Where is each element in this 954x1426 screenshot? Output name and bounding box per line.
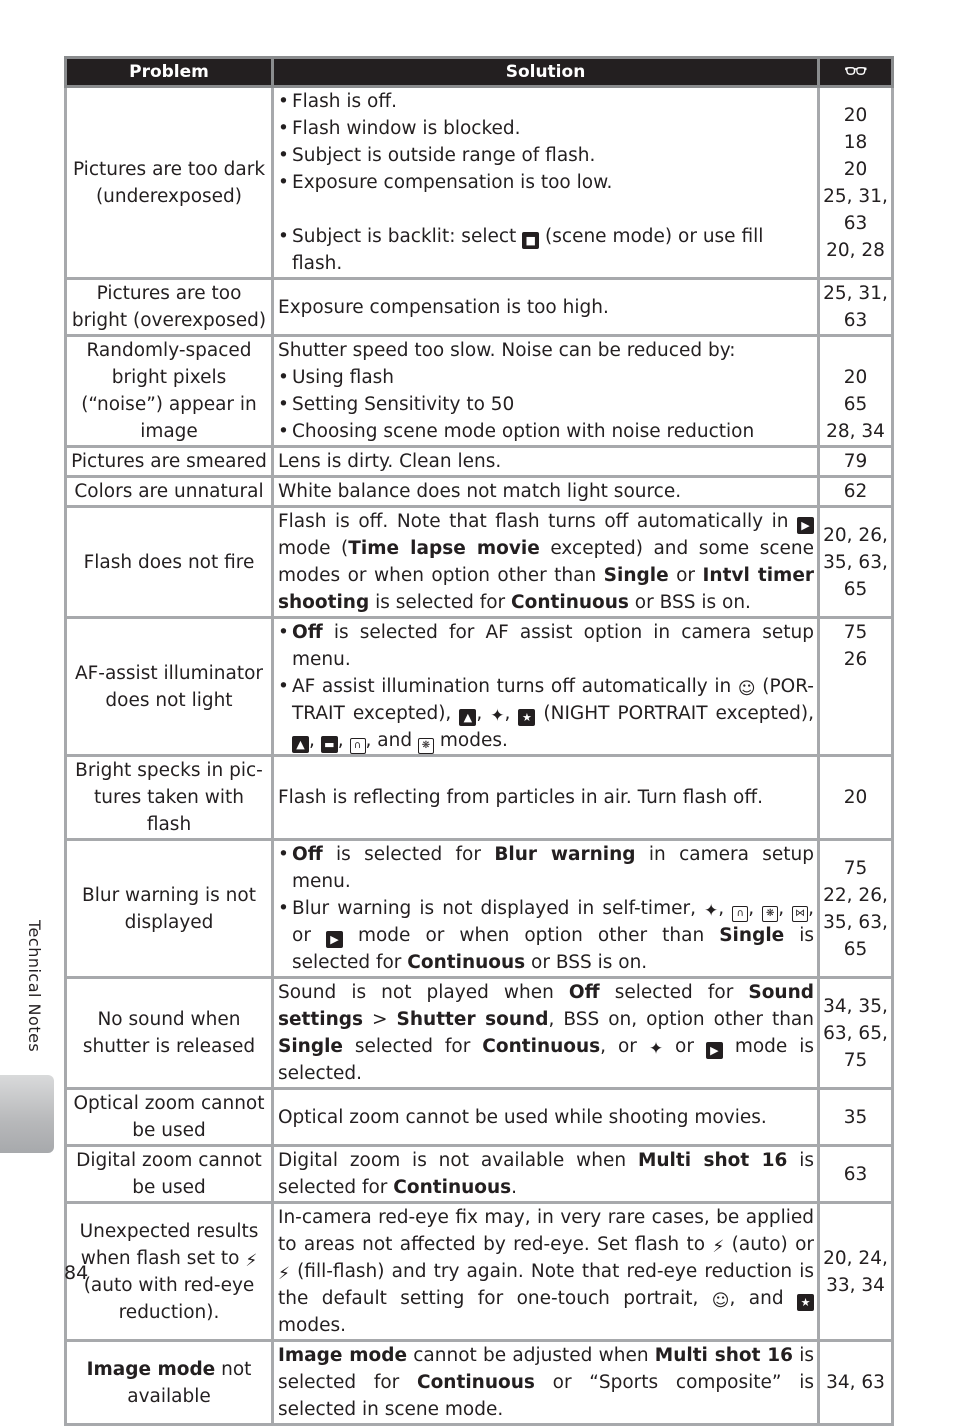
page-cell: 20, 24, 33, 34 bbox=[819, 1203, 893, 1341]
backlight-scene-icon: ■ bbox=[522, 232, 539, 249]
page-cell: 62 bbox=[819, 477, 893, 507]
page-cell: 63 bbox=[819, 1146, 893, 1203]
night-portrait-icon: ★ bbox=[518, 709, 535, 726]
solution-cell: Flash is reflecting from particles in air. Turn flash off. bbox=[273, 756, 819, 840]
table-row bbox=[66, 447, 893, 477]
solution-cell: • Off is selected for Blur warning in camera setup menu. • Blur warning is not displayed in self-timer, ✦, ∩ , ❋ , ⋈ , or ▶ mode or when option other than Single is selected for Continuous or BSS is on. bbox=[273, 840, 819, 978]
table-row bbox=[66, 87, 893, 279]
solution-cell: Exposure compensation is too high. bbox=[273, 279, 819, 336]
auto-red-eye-flash-icon: ⚡ bbox=[245, 1250, 258, 1271]
table-row bbox=[66, 1203, 893, 1341]
problem-cell: Optical zoom cannot be used bbox=[66, 1089, 273, 1146]
fireworks-icon: ❋ bbox=[418, 738, 434, 754]
page-number: 84 bbox=[64, 1262, 89, 1284]
movie-mode-icon: ▶ bbox=[326, 931, 343, 948]
problem-cell: Bright specks in pic-tures taken with flash bbox=[66, 756, 273, 840]
landscape-mode-icon: ▲ bbox=[459, 709, 476, 726]
auto-flash-icon: ⚡ bbox=[712, 1237, 725, 1257]
solution-cell: Flash is off. Note that flash turns off automatically in ▶ mode (Time lapse movie excepted) and some scene modes or when option other than Single or Intvl timer shooting is selected for Continuous or BSS is on. bbox=[273, 507, 819, 618]
page-cell: 20 65 28, 34 bbox=[819, 336, 893, 447]
page-cell: 20, 26, 35, 63, 65 bbox=[819, 507, 893, 618]
solution-cell: • Off is selected for AF assist option in camera setup menu. • AF assist illumination turns off automatically in ☺ (POR-TRAIT excepted), ▲ , ✦, ★ (NIGHT PORTRAIT excepted), ▲ , ▬ , ∩ , and ❋ modes. bbox=[273, 618, 819, 756]
museum-icon: ∩ bbox=[732, 906, 748, 922]
problem-cell: AF-assist illuminator does not light bbox=[66, 618, 273, 756]
solution-cell: Image mode cannot be adjusted when Multi shot 16 is selected for Continuous or “Sports composite” is selected in scene mode. bbox=[273, 1341, 819, 1425]
problem-cell: No sound when shutter is released bbox=[66, 978, 273, 1089]
page-cell: 35 bbox=[819, 1089, 893, 1146]
portrait-mode-icon: ☺ bbox=[737, 679, 756, 699]
table-row bbox=[66, 1146, 893, 1203]
reference-eye-icon: 👓︎ bbox=[844, 61, 867, 82]
solution-cell: Shutter speed too slow. Noise can be reduced by: • Using flash • Setting Sensitivity to 50 • Choosing scene mode option with noise reduction bbox=[273, 336, 819, 447]
table-row bbox=[66, 477, 893, 507]
page-cell: 34, 63 bbox=[819, 1341, 893, 1425]
sports-mode-icon: ✦ bbox=[704, 901, 719, 921]
solution-cell: Optical zoom cannot be used while shooting movies. bbox=[273, 1089, 819, 1146]
section-label: Technical Notes bbox=[25, 920, 44, 1053]
problem-cell: Flash does not fire bbox=[66, 507, 273, 618]
fireworks-icon: ❋ bbox=[762, 906, 778, 922]
night-portrait-icon: ★ bbox=[797, 1294, 814, 1311]
problem-cell: Pictures are too dark (underexposed) bbox=[66, 87, 273, 279]
table-row bbox=[66, 279, 893, 336]
problem-cell: Pictures are smeared bbox=[66, 447, 273, 477]
page-cell: 75 22, 26, 35, 63, 65 bbox=[819, 840, 893, 978]
solution-cell: • Flash is off. • Flash window is blocked. • Subject is outside range of flash. • Exposure compensation is too low. • Subject is backlit: select ■ (scene mode) or use fill flash. bbox=[273, 87, 819, 279]
problem-cell: Digital zoom cannot be used bbox=[66, 1146, 273, 1203]
copy-mode-icon: ⋈ bbox=[792, 906, 808, 922]
solution-cell: Sound is not played when Off selected for Sound settings > Shutter sound, BSS on, option other than Single selected for Continuous, or ✦ or ▶ mode is selected. bbox=[273, 978, 819, 1089]
page-cell: 34, 35, 63, 65, 75 bbox=[819, 978, 893, 1089]
museum-icon: ∩ bbox=[350, 738, 366, 754]
header-row bbox=[66, 58, 893, 87]
sports-mode-icon: ✦ bbox=[490, 706, 505, 726]
header-page bbox=[819, 58, 893, 87]
table-row bbox=[66, 507, 893, 618]
problem-cell: Blur warning is not displayed bbox=[66, 840, 273, 978]
problem-cell: Unexpected results when flash set to ⚡ (auto with red-eye reduction). bbox=[66, 1203, 273, 1341]
portrait-mode-icon: ☺ bbox=[711, 1291, 730, 1311]
table-row bbox=[66, 618, 893, 756]
page-cell: 79 bbox=[819, 447, 893, 477]
troubleshooting-table bbox=[64, 56, 894, 1426]
solution-cell: White balance does not match light source. bbox=[273, 477, 819, 507]
problem-cell: Randomly-spaced bright pixels (“noise”) appear in image bbox=[66, 336, 273, 447]
page-cell: 20 bbox=[819, 756, 893, 840]
header-solution: Solution bbox=[273, 58, 819, 87]
page-cell: 75 26 bbox=[819, 618, 893, 756]
table-row bbox=[66, 840, 893, 978]
table-row bbox=[66, 1341, 893, 1425]
table-row bbox=[66, 756, 893, 840]
solution-cell: In-camera red-eye fix may, in very rare cases, be applied to areas not affected by red-eye. Set flash to ⚡ (auto) or ⚡ (fill-flash) and try again. Note that red-eye reduction is the default setting for one-touch portrait, ☺, and ★ modes. bbox=[273, 1203, 819, 1341]
page-cell: 25, 31, 63 bbox=[819, 279, 893, 336]
problem-cell: Colors are unnatural bbox=[66, 477, 273, 507]
table-row bbox=[66, 1089, 893, 1146]
problem-cell: Image mode not available bbox=[66, 1341, 273, 1425]
page-cell: 20 18 20 25, 31, 63 20, 28 bbox=[819, 87, 893, 279]
movie-mode-icon: ▶ bbox=[797, 517, 814, 534]
table-row bbox=[66, 978, 893, 1089]
table-row bbox=[66, 336, 893, 447]
header-problem: Problem bbox=[66, 58, 273, 87]
sports-mode-icon: ✦ bbox=[648, 1039, 664, 1059]
movie-mode-icon: ▶ bbox=[706, 1042, 723, 1059]
solution-cell: Lens is dirty. Clean lens. bbox=[273, 447, 819, 477]
solution-cell: Digital zoom is not available when Multi shot 16 is selected for Continuous. bbox=[273, 1146, 819, 1203]
night-landscape-icon: ▲ bbox=[292, 736, 309, 753]
section-tab bbox=[0, 1075, 54, 1153]
dusk-dawn-icon: ▬ bbox=[321, 736, 338, 753]
problem-cell: Pictures are too bright (overexposed) bbox=[66, 279, 273, 336]
fill-flash-icon: ⚡ bbox=[278, 1264, 290, 1284]
